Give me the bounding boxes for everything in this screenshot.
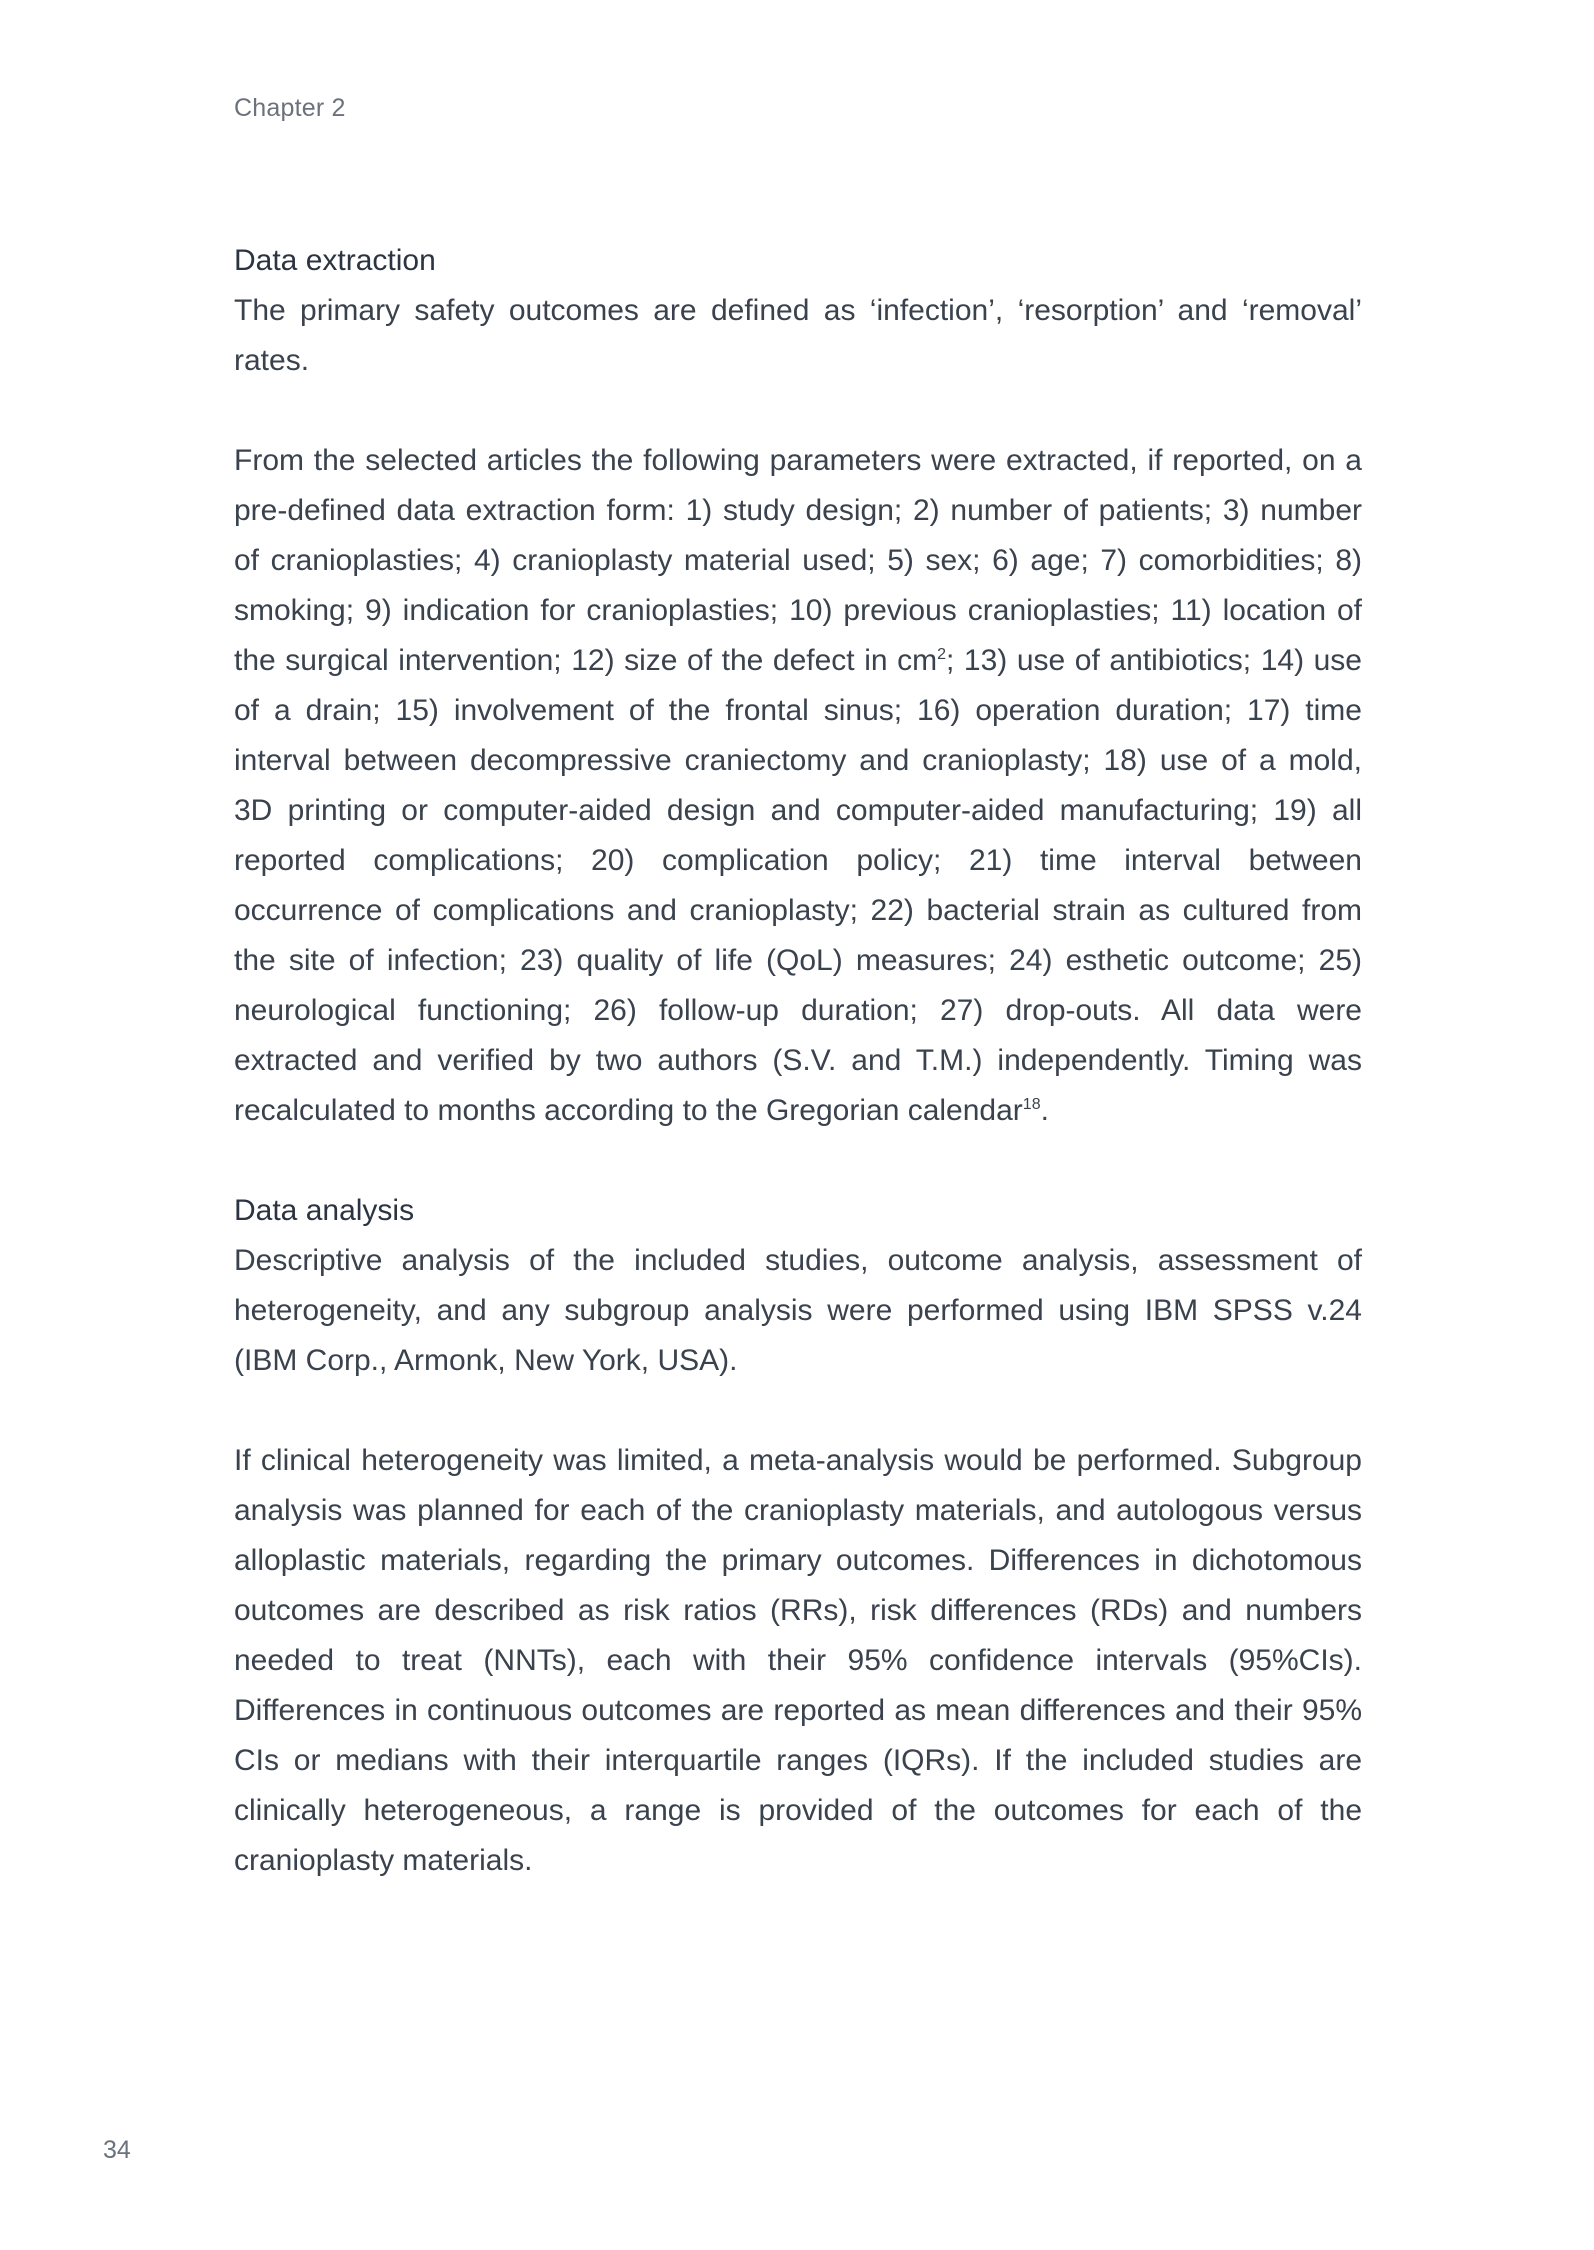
- section-spacer: [234, 1136, 1362, 1186]
- paragraph-descriptive-analysis: Descriptive analysis of the included studies, outcome analysis, assessment of heterogeneity, and any subgroup analysis were performed using IBM SPSS v.24 (IBM Corp., Armonk, New York, USA).: [234, 1244, 1362, 1377]
- text-segment: From the selected articles the following parameters were extracted, if reported, on a pre-defined data extraction form: 1) study design; 2) number of patients; 3) number of cranioplasties; 4) cranioplasty material used; 5) sex; 6) age; 7) comorbidities; 8) smoking; 9) indication for cranioplasties; 10) previous cranioplasties; 11) location of the surgical intervention; 12) size of the defect in cm: [234, 444, 1362, 677]
- paragraph-primary-outcomes: The primary safety outcomes are defined as ‘infection’, ‘resorption’ and ‘removal’ rates.: [234, 294, 1362, 377]
- page-number: 34: [103, 2136, 131, 2164]
- section-heading-data-analysis: Data analysis: [234, 1194, 415, 1227]
- citation-reference: 18: [1022, 1096, 1041, 1113]
- running-head: Chapter 2: [234, 94, 346, 122]
- text-segment: .: [1040, 1094, 1049, 1127]
- text-segment: ; 13) use of antibiotics; 14) use of a drain; 15) involvement of the frontal sinus; 16) operation duration; 17) time interval between decompressive craniectomy and cranioplasty; 18) use of a mold, 3D printing or computer-aided design and computer-aided manufacturing; 19) all reported complications; 20) complication policy; 21) time interval between occurrence of complications and cranioplasty; 22) bacterial strain as cultured from the site of infection; 23) quality of life (QoL) measures; 24) esthetic outcome; 25) neurological functioning; 26) follow-up duration; 27) drop-outs. All data were extracted and verified by two authors (S.V. and T.M.) independently. Timing was recalculated to months according to the Gregorian calendar: [234, 644, 1362, 1127]
- paragraph-meta-analysis: If clinical heterogeneity was limited, a meta-analysis would be performed. Subgroup analysis was planned for each of the cranioplasty materials, and autologous versus alloplastic materials, regarding the primary outcomes. Differences in dichotomous outcomes are described as risk ratios (RRs), risk differences (RDs) and numbers needed to treat (NNTs), each with their 95% confidence intervals (95%CIs). Differences in continuous outcomes are reported as mean differences and their 95% CIs or medians with their interquartile ranges (IQRs). If the included studies are clinically heterogeneous, a range is provided of the outcomes for each of the cranioplasty materials.: [234, 1444, 1362, 1877]
- main-content: [234, 236, 1362, 1886]
- superscript-squared: 2: [937, 646, 947, 663]
- section-heading-data-extraction: Data extraction: [234, 244, 436, 277]
- paragraph-spacer: [234, 386, 1362, 436]
- paragraph-extracted-parameters: [234, 436, 1362, 1136]
- paragraph-spacer: [234, 1386, 1362, 1436]
